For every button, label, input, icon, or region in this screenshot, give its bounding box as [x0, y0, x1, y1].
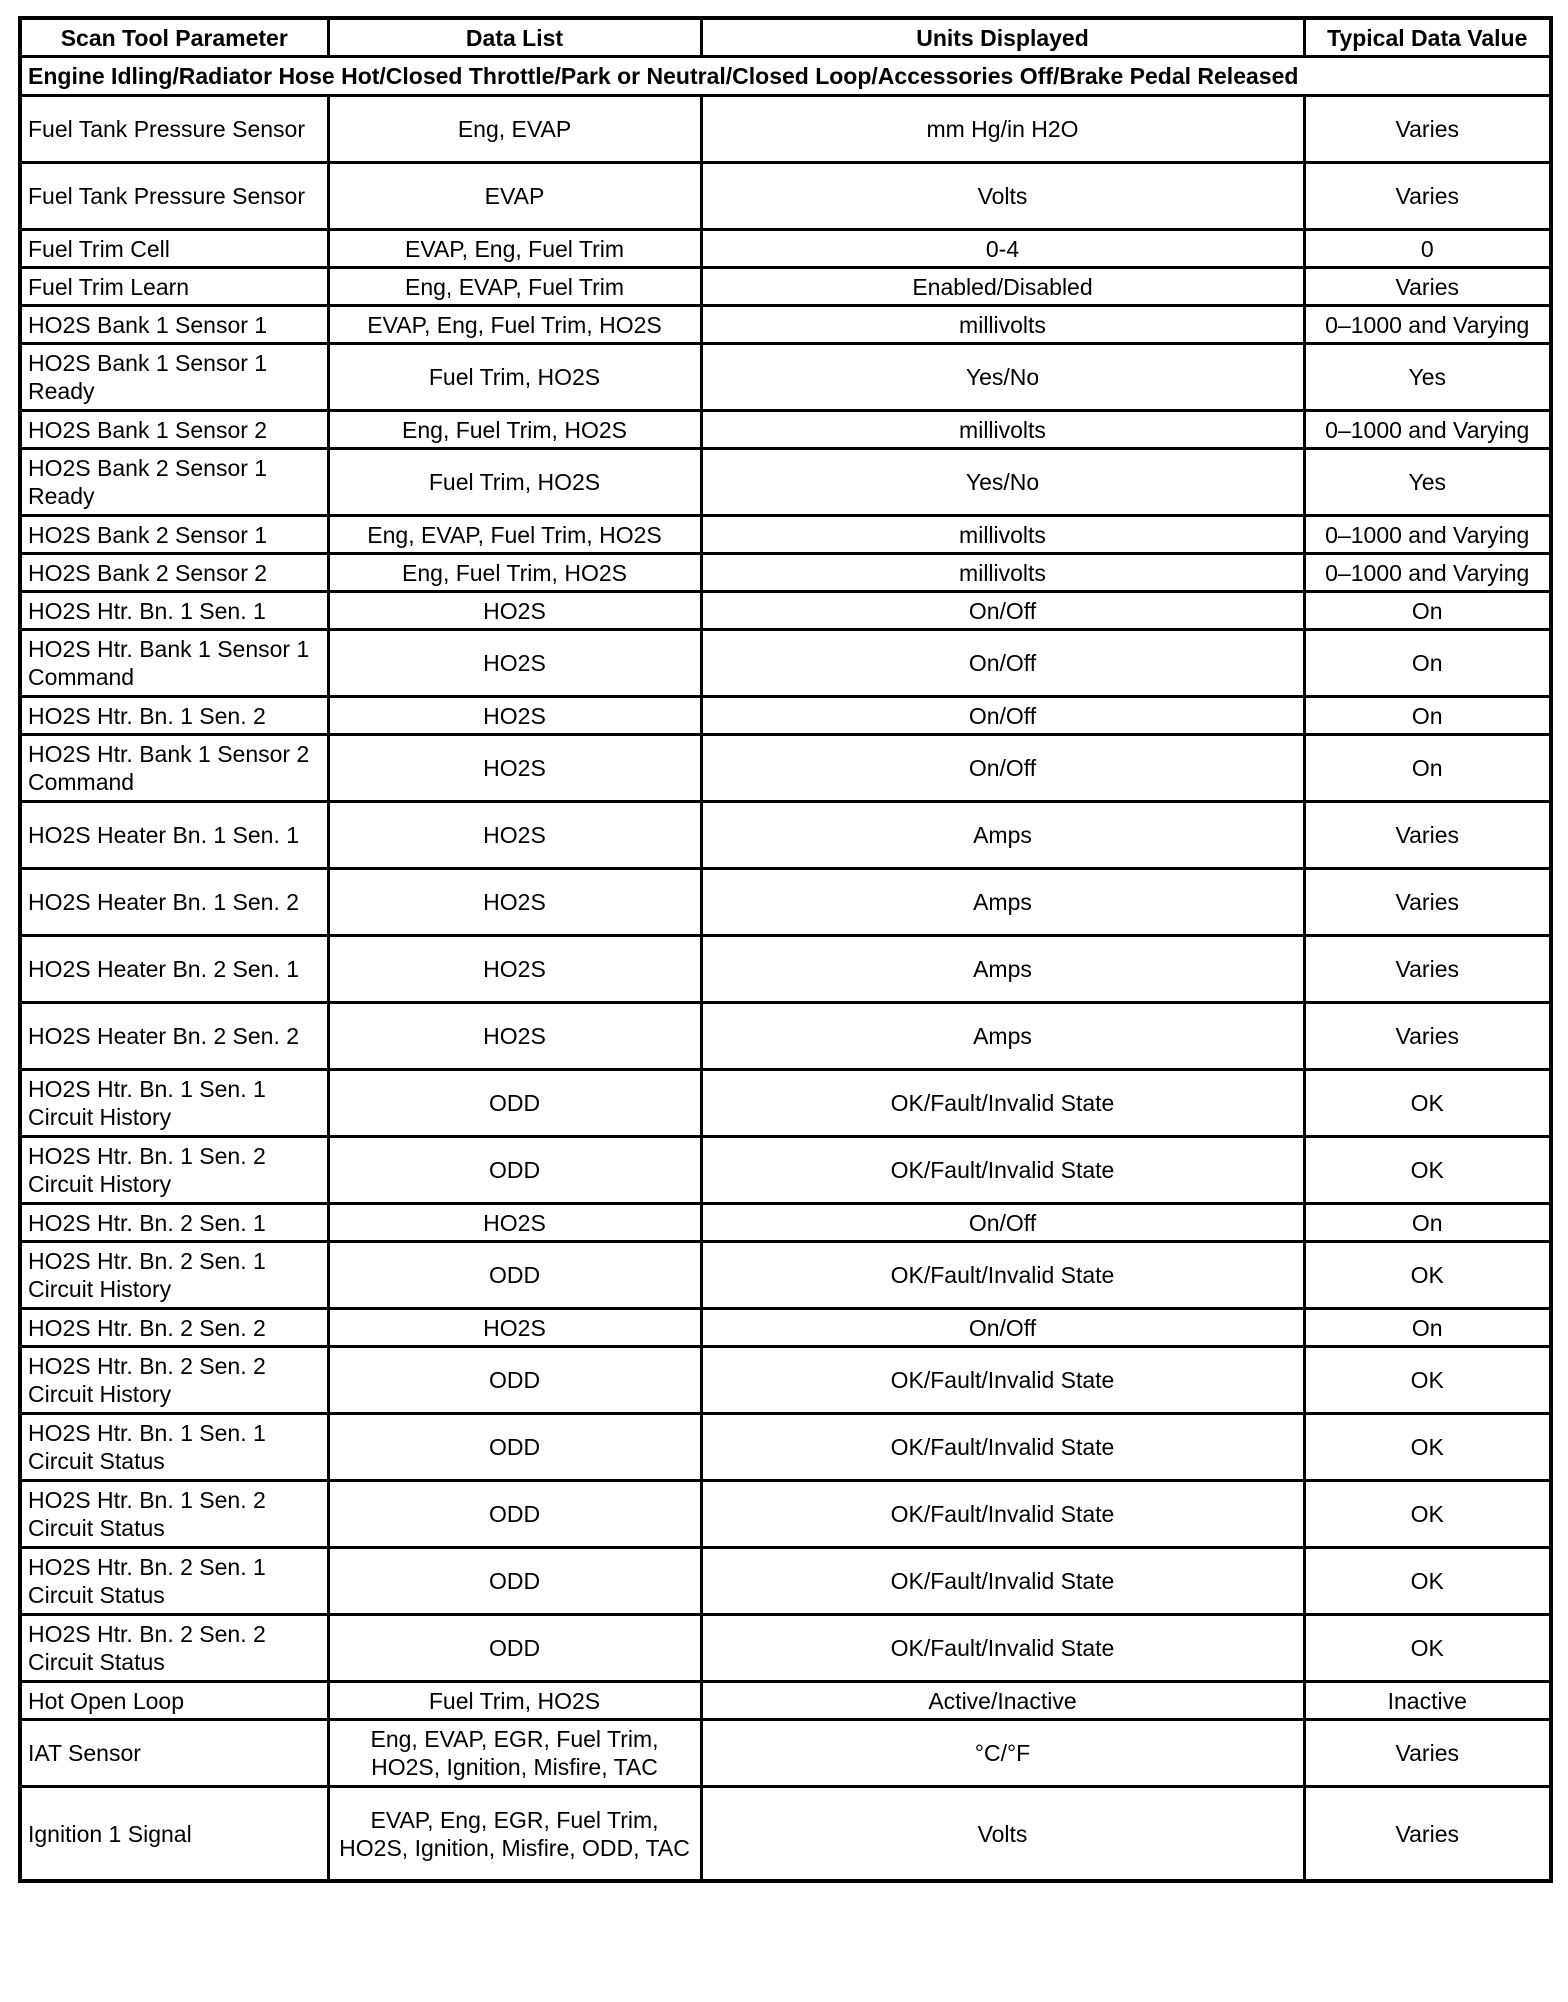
- condition-row: [20, 57, 1551, 96]
- typical-value-cell: 0–1000 and Varying: [1304, 554, 1551, 592]
- data-list-cell: Fuel Trim, HO2S: [328, 1682, 701, 1720]
- data-list-cell: Eng, Fuel Trim, HO2S: [328, 411, 701, 449]
- typical-value-cell: OK: [1304, 1137, 1551, 1204]
- units-cell: On/Off: [701, 592, 1304, 630]
- parameter-cell: HO2S Bank 2 Sensor 1 Ready: [20, 449, 328, 516]
- units-cell: On/Off: [701, 1204, 1304, 1242]
- typical-value-cell: Yes: [1304, 344, 1551, 411]
- units-cell: OK/Fault/Invalid State: [701, 1548, 1304, 1615]
- table-row: [20, 1070, 1551, 1137]
- data-list-cell: HO2S: [328, 1309, 701, 1347]
- data-list-cell: Eng, EVAP, Fuel Trim: [328, 268, 701, 306]
- table-row: [20, 1720, 1551, 1787]
- typical-value-cell: Inactive: [1304, 1682, 1551, 1720]
- units-cell: Amps: [701, 869, 1304, 936]
- units-cell: OK/Fault/Invalid State: [701, 1481, 1304, 1548]
- table-row: [20, 1414, 1551, 1481]
- units-cell: Yes/No: [701, 449, 1304, 516]
- typical-value-cell: On: [1304, 1309, 1551, 1347]
- units-cell: millivolts: [701, 306, 1304, 344]
- data-list-cell: HO2S: [328, 1003, 701, 1070]
- data-list-cell: HO2S: [328, 802, 701, 869]
- typical-value-cell: Varies: [1304, 869, 1551, 936]
- data-list-cell: EVAP, Eng, Fuel Trim, HO2S: [328, 306, 701, 344]
- table-row: [20, 1204, 1551, 1242]
- typical-value-cell: Yes: [1304, 449, 1551, 516]
- units-cell: Enabled/Disabled: [701, 268, 1304, 306]
- typical-value-cell: 0–1000 and Varying: [1304, 516, 1551, 554]
- data-list-cell: Eng, EVAP, Fuel Trim, HO2S: [328, 516, 701, 554]
- table-row: [20, 1309, 1551, 1347]
- data-list-cell: EVAP: [328, 163, 701, 230]
- data-list-cell: HO2S: [328, 936, 701, 1003]
- table-row: [20, 1137, 1551, 1204]
- parameter-cell: HO2S Bank 2 Sensor 1: [20, 516, 328, 554]
- table-row: [20, 554, 1551, 592]
- units-cell: On/Off: [701, 697, 1304, 735]
- data-list-cell: HO2S: [328, 697, 701, 735]
- units-cell: millivolts: [701, 411, 1304, 449]
- table-row: [20, 592, 1551, 630]
- units-cell: Volts: [701, 1787, 1304, 1882]
- parameter-cell: Hot Open Loop: [20, 1682, 328, 1720]
- parameter-cell: Ignition 1 Signal: [20, 1787, 328, 1882]
- operating-condition: Engine Idling/Radiator Hose Hot/Closed Throttle/Park or Neutral/Closed Loop/Accessories Off/Brake Pedal Released: [20, 57, 1551, 96]
- table-row: [20, 1481, 1551, 1548]
- parameter-cell: HO2S Htr. Bn. 2 Sen. 2 Circuit History: [20, 1347, 328, 1414]
- typical-value-cell: Varies: [1304, 268, 1551, 306]
- typical-value-cell: On: [1304, 735, 1551, 802]
- table-row: [20, 1548, 1551, 1615]
- typical-value-cell: On: [1304, 697, 1551, 735]
- table-row: [20, 1615, 1551, 1682]
- parameter-cell: Fuel Trim Cell: [20, 230, 328, 268]
- table-row: [20, 697, 1551, 735]
- header-data-list: Data List: [328, 18, 701, 57]
- parameter-cell: HO2S Heater Bn. 2 Sen. 2: [20, 1003, 328, 1070]
- data-list-cell: ODD: [328, 1414, 701, 1481]
- data-list-cell: Fuel Trim, HO2S: [328, 449, 701, 516]
- data-list-cell: Eng, Fuel Trim, HO2S: [328, 554, 701, 592]
- typical-value-cell: On: [1304, 630, 1551, 697]
- header-scan-tool-parameter: Scan Tool Parameter: [20, 18, 328, 57]
- typical-value-cell: On: [1304, 592, 1551, 630]
- typical-value-cell: OK: [1304, 1548, 1551, 1615]
- data-list-cell: ODD: [328, 1347, 701, 1414]
- table-row: [20, 1787, 1551, 1882]
- units-cell: On/Off: [701, 735, 1304, 802]
- data-list-cell: ODD: [328, 1137, 701, 1204]
- table-row: [20, 1003, 1551, 1070]
- typical-value-cell: Varies: [1304, 1787, 1551, 1882]
- parameter-cell: HO2S Htr. Bn. 1 Sen. 2 Circuit History: [20, 1137, 328, 1204]
- parameter-cell: HO2S Bank 1 Sensor 1 Ready: [20, 344, 328, 411]
- data-list-cell: HO2S: [328, 735, 701, 802]
- units-cell: Yes/No: [701, 344, 1304, 411]
- units-cell: 0-4: [701, 230, 1304, 268]
- parameter-cell: HO2S Htr. Bn. 2 Sen. 2: [20, 1309, 328, 1347]
- data-list-cell: ODD: [328, 1481, 701, 1548]
- header-row: [20, 18, 1551, 57]
- parameter-cell: IAT Sensor: [20, 1720, 328, 1787]
- typical-value-cell: On: [1304, 1204, 1551, 1242]
- typical-value-cell: 0: [1304, 230, 1551, 268]
- data-list-cell: ODD: [328, 1615, 701, 1682]
- parameter-cell: HO2S Htr. Bn. 1 Sen. 2: [20, 697, 328, 735]
- typical-value-cell: 0–1000 and Varying: [1304, 306, 1551, 344]
- parameter-cell: HO2S Htr. Bn. 2 Sen. 2 Circuit Status: [20, 1615, 328, 1682]
- units-cell: OK/Fault/Invalid State: [701, 1615, 1304, 1682]
- table-row: [20, 802, 1551, 869]
- units-cell: Amps: [701, 1003, 1304, 1070]
- units-cell: OK/Fault/Invalid State: [701, 1347, 1304, 1414]
- table-row: [20, 869, 1551, 936]
- header-typical-data-value: Typical Data Value: [1304, 18, 1551, 57]
- units-cell: On/Off: [701, 1309, 1304, 1347]
- table-row: [20, 96, 1551, 163]
- data-list-cell: Fuel Trim, HO2S: [328, 344, 701, 411]
- parameter-cell: HO2S Htr. Bn. 1 Sen. 1 Circuit History: [20, 1070, 328, 1137]
- parameter-cell: HO2S Heater Bn. 1 Sen. 2: [20, 869, 328, 936]
- data-list-cell: ODD: [328, 1242, 701, 1309]
- units-cell: mm Hg/in H2O: [701, 96, 1304, 163]
- table-row: [20, 516, 1551, 554]
- units-cell: Amps: [701, 802, 1304, 869]
- units-cell: millivolts: [701, 554, 1304, 592]
- table-row: [20, 1347, 1551, 1414]
- units-cell: Volts: [701, 163, 1304, 230]
- units-cell: Amps: [701, 936, 1304, 1003]
- table-row: [20, 268, 1551, 306]
- units-cell: On/Off: [701, 630, 1304, 697]
- units-cell: millivolts: [701, 516, 1304, 554]
- scan-tool-data-table: [18, 16, 1553, 1883]
- table-row: [20, 411, 1551, 449]
- parameter-cell: HO2S Heater Bn. 2 Sen. 1: [20, 936, 328, 1003]
- table-row: [20, 163, 1551, 230]
- parameter-cell: HO2S Htr. Bn. 1 Sen. 1 Circuit Status: [20, 1414, 328, 1481]
- typical-value-cell: Varies: [1304, 1003, 1551, 1070]
- units-cell: °C/°F: [701, 1720, 1304, 1787]
- typical-value-cell: OK: [1304, 1615, 1551, 1682]
- typical-value-cell: OK: [1304, 1070, 1551, 1137]
- typical-value-cell: OK: [1304, 1347, 1551, 1414]
- typical-value-cell: Varies: [1304, 96, 1551, 163]
- parameter-cell: HO2S Htr. Bank 1 Sensor 2 Command: [20, 735, 328, 802]
- table-row: [20, 630, 1551, 697]
- units-cell: Active/Inactive: [701, 1682, 1304, 1720]
- typical-value-cell: OK: [1304, 1242, 1551, 1309]
- parameter-cell: HO2S Htr. Bn. 2 Sen. 1 Circuit Status: [20, 1548, 328, 1615]
- typical-value-cell: Varies: [1304, 1720, 1551, 1787]
- table-row: [20, 735, 1551, 802]
- data-list-cell: HO2S: [328, 630, 701, 697]
- parameter-cell: HO2S Htr. Bn. 1 Sen. 2 Circuit Status: [20, 1481, 328, 1548]
- data-list-cell: Eng, EVAP, EGR, Fuel Trim, HO2S, Ignition, Misfire, TAC: [328, 1720, 701, 1787]
- data-list-cell: Eng, EVAP: [328, 96, 701, 163]
- parameter-cell: Fuel Trim Learn: [20, 268, 328, 306]
- parameter-cell: Fuel Tank Pressure Sensor: [20, 96, 328, 163]
- data-list-cell: HO2S: [328, 869, 701, 936]
- parameter-cell: HO2S Bank 1 Sensor 2: [20, 411, 328, 449]
- parameter-cell: HO2S Htr. Bn. 2 Sen. 1: [20, 1204, 328, 1242]
- parameter-cell: HO2S Bank 2 Sensor 2: [20, 554, 328, 592]
- table-row: [20, 344, 1551, 411]
- header-units-displayed: Units Displayed: [701, 18, 1304, 57]
- data-list-cell: EVAP, Eng, EGR, Fuel Trim, HO2S, Ignition, Misfire, ODD, TAC: [328, 1787, 701, 1882]
- table-row: [20, 1242, 1551, 1309]
- parameter-cell: HO2S Htr. Bank 1 Sensor 1 Command: [20, 630, 328, 697]
- units-cell: OK/Fault/Invalid State: [701, 1137, 1304, 1204]
- table-row: [20, 936, 1551, 1003]
- units-cell: OK/Fault/Invalid State: [701, 1070, 1304, 1137]
- typical-value-cell: OK: [1304, 1481, 1551, 1548]
- parameter-cell: HO2S Bank 1 Sensor 1: [20, 306, 328, 344]
- typical-value-cell: OK: [1304, 1414, 1551, 1481]
- data-list-cell: ODD: [328, 1070, 701, 1137]
- parameter-cell: Fuel Tank Pressure Sensor: [20, 163, 328, 230]
- typical-value-cell: Varies: [1304, 802, 1551, 869]
- data-list-cell: ODD: [328, 1548, 701, 1615]
- table-row: [20, 449, 1551, 516]
- parameter-cell: HO2S Heater Bn. 1 Sen. 1: [20, 802, 328, 869]
- data-list-cell: EVAP, Eng, Fuel Trim: [328, 230, 701, 268]
- units-cell: OK/Fault/Invalid State: [701, 1414, 1304, 1481]
- typical-value-cell: Varies: [1304, 936, 1551, 1003]
- typical-value-cell: Varies: [1304, 163, 1551, 230]
- table-row: [20, 306, 1551, 344]
- table-row: [20, 230, 1551, 268]
- parameter-cell: HO2S Htr. Bn. 1 Sen. 1: [20, 592, 328, 630]
- data-list-cell: HO2S: [328, 592, 701, 630]
- units-cell: OK/Fault/Invalid State: [701, 1242, 1304, 1309]
- typical-value-cell: 0–1000 and Varying: [1304, 411, 1551, 449]
- data-list-cell: HO2S: [328, 1204, 701, 1242]
- parameter-cell: HO2S Htr. Bn. 2 Sen. 1 Circuit History: [20, 1242, 328, 1309]
- table-row: [20, 1682, 1551, 1720]
